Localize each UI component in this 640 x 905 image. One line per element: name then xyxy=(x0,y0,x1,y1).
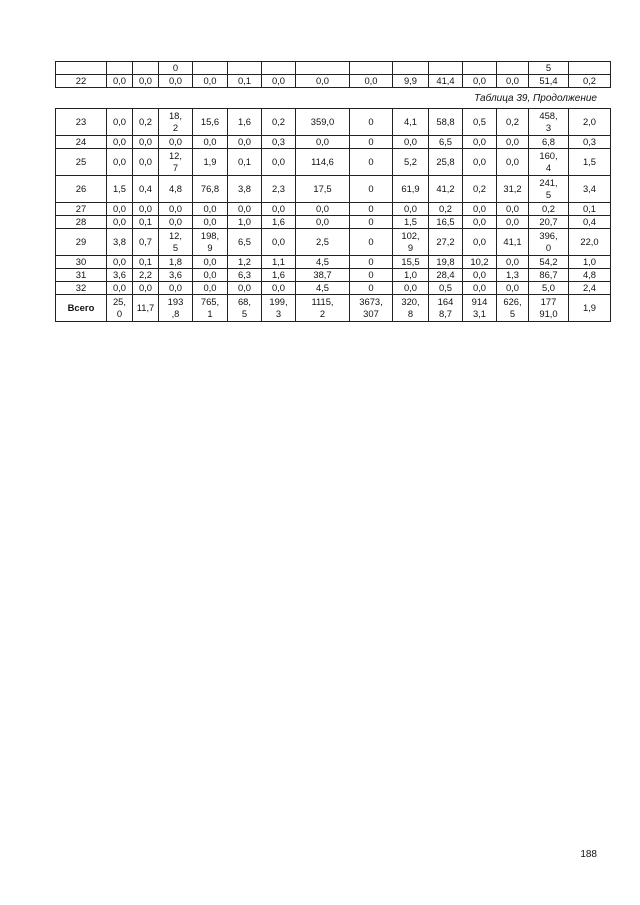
table-cell: 0,0 xyxy=(497,216,529,229)
table-cell: 25,8 xyxy=(429,149,463,176)
table-cell: 0,1 xyxy=(228,149,262,176)
table-cell: 0,0 xyxy=(296,75,350,88)
table-cell: 0,0 xyxy=(463,269,497,282)
table-row xyxy=(56,295,611,322)
table-cell: 0,1 xyxy=(133,216,159,229)
table-cell: 0,0 xyxy=(262,203,296,216)
table-cell: 0 xyxy=(350,203,393,216)
data-table xyxy=(55,108,611,322)
table-cell: 0,0 xyxy=(107,136,133,149)
table-cell: 0,0 xyxy=(107,75,133,88)
table-cell: 12, 7 xyxy=(159,149,193,176)
table-cell: 0,2 xyxy=(497,109,529,136)
table-cell: 0 xyxy=(350,136,393,149)
table-cell: 11,7 xyxy=(133,295,159,322)
table-cell: 0,0 xyxy=(262,149,296,176)
table-cell: 1,6 xyxy=(228,109,262,136)
table-cell: 0,0 xyxy=(133,136,159,149)
table-cell: 0,0 xyxy=(193,75,228,88)
table-cell: 41,1 xyxy=(497,229,529,256)
table-cell: 0,4 xyxy=(133,176,159,203)
table-cell: 3,4 xyxy=(569,176,611,203)
table-cell: 38,7 xyxy=(296,269,350,282)
table-cell: 0 xyxy=(350,109,393,136)
table-cell: 0,0 xyxy=(159,203,193,216)
table-cell: 3,6 xyxy=(159,269,193,282)
table-cell: 4,8 xyxy=(569,269,611,282)
table-cell: 0,0 xyxy=(262,229,296,256)
table-cell: 0,2 xyxy=(463,176,497,203)
table-cell: 0,5 xyxy=(463,109,497,136)
table-cell: 54,2 xyxy=(529,256,569,269)
table-cell: 0,0 xyxy=(497,282,529,295)
row-label-cell: 28 xyxy=(56,216,107,229)
table-cell: 1,5 xyxy=(107,176,133,203)
table-cell: 1,1 xyxy=(262,256,296,269)
table-cell: 3673, 307 xyxy=(350,295,393,322)
row-label-cell: Всего xyxy=(56,295,107,322)
table-cell: 114,6 xyxy=(296,149,350,176)
table-cell: 1,5 xyxy=(569,149,611,176)
table-cell: 0,0 xyxy=(133,149,159,176)
table-cell: 765, 1 xyxy=(193,295,228,322)
table-cell: 0 xyxy=(350,229,393,256)
table-cell: 1,9 xyxy=(193,149,228,176)
row-label-cell xyxy=(56,62,107,75)
table-cell: 41,2 xyxy=(429,176,463,203)
table-cell: 0,0 xyxy=(393,136,429,149)
table-cell: 18, 2 xyxy=(159,109,193,136)
table-cell: 0,0 xyxy=(463,203,497,216)
table-cell: 10,2 xyxy=(463,256,497,269)
table-cell: 0,0 xyxy=(296,136,350,149)
table-cell: 1,9 xyxy=(569,295,611,322)
table-cell: 0,0 xyxy=(463,75,497,88)
row-label-cell: 22 xyxy=(56,75,107,88)
table-cell: 193 ,8 xyxy=(159,295,193,322)
table-cell: 0,0 xyxy=(262,75,296,88)
table-cell: 0,0 xyxy=(296,216,350,229)
table-cell: 3,6 xyxy=(107,269,133,282)
table-cell: 0,3 xyxy=(569,136,611,149)
table-cell xyxy=(393,62,429,75)
table-cell: 0,0 xyxy=(159,216,193,229)
table-cell: 0,0 xyxy=(107,149,133,176)
table-cell: 914 3,1 xyxy=(463,295,497,322)
table-row xyxy=(56,229,611,256)
table-cell: 1,0 xyxy=(569,256,611,269)
table-cell: 0,0 xyxy=(393,282,429,295)
table-cell: 0,0 xyxy=(159,136,193,149)
table-cell: 0,2 xyxy=(133,109,159,136)
table-cell: 396, 0 xyxy=(529,229,569,256)
table-cell: 15,6 xyxy=(193,109,228,136)
table-cell: 0,0 xyxy=(228,203,262,216)
table-row xyxy=(56,149,611,176)
table-cell: 0,0 xyxy=(497,149,529,176)
table-cell: 0,0 xyxy=(193,282,228,295)
table-row xyxy=(56,109,611,136)
table-cell: 320, 8 xyxy=(393,295,429,322)
table-cell: 1,5 xyxy=(393,216,429,229)
table-cell: 0 xyxy=(350,256,393,269)
table-cell: 6,5 xyxy=(429,136,463,149)
table-cell: 0,3 xyxy=(262,136,296,149)
table-cell xyxy=(262,62,296,75)
table-cell: 0,0 xyxy=(497,256,529,269)
table-cell: 0,0 xyxy=(350,75,393,88)
table-cell: 6,3 xyxy=(228,269,262,282)
row-label-cell: 32 xyxy=(56,282,107,295)
row-label-cell: 26 xyxy=(56,176,107,203)
table-cell: 0,0 xyxy=(262,282,296,295)
table-cell: 0,0 xyxy=(107,256,133,269)
table-cell: 0,0 xyxy=(133,282,159,295)
table-cell: 22,0 xyxy=(569,229,611,256)
table-cell: 199, 3 xyxy=(262,295,296,322)
table-cell: 0,2 xyxy=(529,203,569,216)
table-cell xyxy=(193,62,228,75)
table-cell xyxy=(463,62,497,75)
table-cell: 0,0 xyxy=(193,216,228,229)
table-cell xyxy=(429,62,463,75)
table-cell: 0,0 xyxy=(193,269,228,282)
table-cell: 28,4 xyxy=(429,269,463,282)
table-cell xyxy=(497,62,529,75)
table-cell: 6,5 xyxy=(228,229,262,256)
table-cell: 0,0 xyxy=(107,282,133,295)
table-cell: 61,9 xyxy=(393,176,429,203)
table-cell xyxy=(133,62,159,75)
table-cell: 1,6 xyxy=(262,216,296,229)
table-cell: 5,2 xyxy=(393,149,429,176)
table-cell: 1,0 xyxy=(228,216,262,229)
table-cell: 0,7 xyxy=(133,229,159,256)
table-cell: 359,0 xyxy=(296,109,350,136)
table-row xyxy=(56,203,611,216)
row-label-cell: 30 xyxy=(56,256,107,269)
table-cell: 25, 0 xyxy=(107,295,133,322)
table-cell: 3,8 xyxy=(107,229,133,256)
row-label-cell: 29 xyxy=(56,229,107,256)
table-cell: 0,0 xyxy=(463,282,497,295)
table-row xyxy=(56,256,611,269)
table-cell: 0,0 xyxy=(159,75,193,88)
table-cell: 164 8,7 xyxy=(429,295,463,322)
table-cell: 1,6 xyxy=(262,269,296,282)
row-label-cell: 27 xyxy=(56,203,107,216)
table-row xyxy=(56,136,611,149)
table-cell: 3,8 xyxy=(228,176,262,203)
table-cell: 0 xyxy=(350,216,393,229)
table-top-fragment xyxy=(55,61,611,88)
table-cell: 0,0 xyxy=(497,203,529,216)
table-cell: 0,0 xyxy=(107,216,133,229)
table-row xyxy=(56,216,611,229)
table-cell: 58,8 xyxy=(429,109,463,136)
table-cell: 0,2 xyxy=(569,75,611,88)
table-cell: 0,0 xyxy=(193,136,228,149)
table-cell: 626, 5 xyxy=(497,295,529,322)
table-cell: 102, 9 xyxy=(393,229,429,256)
table-cell: 0,0 xyxy=(497,75,529,88)
table-cell: 0 xyxy=(350,176,393,203)
table-cell: 6,8 xyxy=(529,136,569,149)
table-cell: 0 xyxy=(350,269,393,282)
table-cell: 0,1 xyxy=(228,75,262,88)
table-cell: 4,5 xyxy=(296,256,350,269)
table-cell: 458, 3 xyxy=(529,109,569,136)
table-cell: 198, 9 xyxy=(193,229,228,256)
table-cell: 76,8 xyxy=(193,176,228,203)
table-cell: 5,0 xyxy=(529,282,569,295)
table-cell: 17,5 xyxy=(296,176,350,203)
row-label-cell: 24 xyxy=(56,136,107,149)
table-cell: 0,0 xyxy=(228,136,262,149)
table-cell: 1,3 xyxy=(497,269,529,282)
table-cell: 160, 4 xyxy=(529,149,569,176)
table-cell: 0,5 xyxy=(429,282,463,295)
table-cell: 0,2 xyxy=(429,203,463,216)
table-cell: 2,3 xyxy=(262,176,296,203)
table-cell: 1,8 xyxy=(159,256,193,269)
table-cell: 27,2 xyxy=(429,229,463,256)
table-cell: 0,4 xyxy=(569,216,611,229)
table-cell: 1,0 xyxy=(393,269,429,282)
table-cell: 19,8 xyxy=(429,256,463,269)
table-row xyxy=(56,282,611,295)
table-cell: 0,0 xyxy=(296,203,350,216)
table-cell xyxy=(569,62,611,75)
table-cell: 0,0 xyxy=(193,203,228,216)
table-cell: 0,0 xyxy=(463,149,497,176)
table-cell: 0 xyxy=(350,282,393,295)
row-label-cell: 31 xyxy=(56,269,107,282)
table-cell: 177 91,0 xyxy=(529,295,569,322)
table-cell: 0,0 xyxy=(393,203,429,216)
table-cell: 12, 5 xyxy=(159,229,193,256)
table-cell: 0,0 xyxy=(133,75,159,88)
table-cell: 0,0 xyxy=(463,229,497,256)
row-label-cell: 23 xyxy=(56,109,107,136)
table-cell: 68, 5 xyxy=(228,295,262,322)
table-cell: 2,0 xyxy=(569,109,611,136)
table-cell xyxy=(228,62,262,75)
table-cell: 31,2 xyxy=(497,176,529,203)
table-cell: 0,1 xyxy=(569,203,611,216)
table-cell: 0,0 xyxy=(107,109,133,136)
table-cell: 0,0 xyxy=(228,282,262,295)
table-cell: 0,1 xyxy=(133,256,159,269)
table-cell: 0,0 xyxy=(463,216,497,229)
table-cell: 4,8 xyxy=(159,176,193,203)
table-caption: Таблица 39, Продолжение xyxy=(474,93,597,104)
page-number: 188 xyxy=(580,849,597,860)
table-cell: 1,2 xyxy=(228,256,262,269)
table-cell: 2,2 xyxy=(133,269,159,282)
table-row xyxy=(56,75,611,88)
table-row xyxy=(56,269,611,282)
table-cell xyxy=(296,62,350,75)
table-cell: 41,4 xyxy=(429,75,463,88)
table-cell: 0,0 xyxy=(463,136,497,149)
table-cell: 1115, 2 xyxy=(296,295,350,322)
table-cell: 9,9 xyxy=(393,75,429,88)
table-cell: 5 xyxy=(529,62,569,75)
table-cell: 0,0 xyxy=(193,256,228,269)
table-cell: 2,5 xyxy=(296,229,350,256)
table-cell: 16,5 xyxy=(429,216,463,229)
table-cell: 15,5 xyxy=(393,256,429,269)
table-cell xyxy=(350,62,393,75)
table-row xyxy=(56,176,611,203)
table-cell: 0,0 xyxy=(107,203,133,216)
table-cell: 0 xyxy=(159,62,193,75)
table-cell: 2,4 xyxy=(569,282,611,295)
table-cell: 0,0 xyxy=(497,136,529,149)
table-cell: 241, 5 xyxy=(529,176,569,203)
table-cell: 51,4 xyxy=(529,75,569,88)
table-cell: 0 xyxy=(350,149,393,176)
table-cell: 0,2 xyxy=(262,109,296,136)
table-cell: 0,0 xyxy=(159,282,193,295)
row-label-cell: 25 xyxy=(56,149,107,176)
table-cell: 0,0 xyxy=(133,203,159,216)
table-cell xyxy=(107,62,133,75)
table-cell: 20,7 xyxy=(529,216,569,229)
table-cell: 4,1 xyxy=(393,109,429,136)
table-cell: 4,5 xyxy=(296,282,350,295)
table-cell: 86,7 xyxy=(529,269,569,282)
table-row xyxy=(56,62,611,75)
